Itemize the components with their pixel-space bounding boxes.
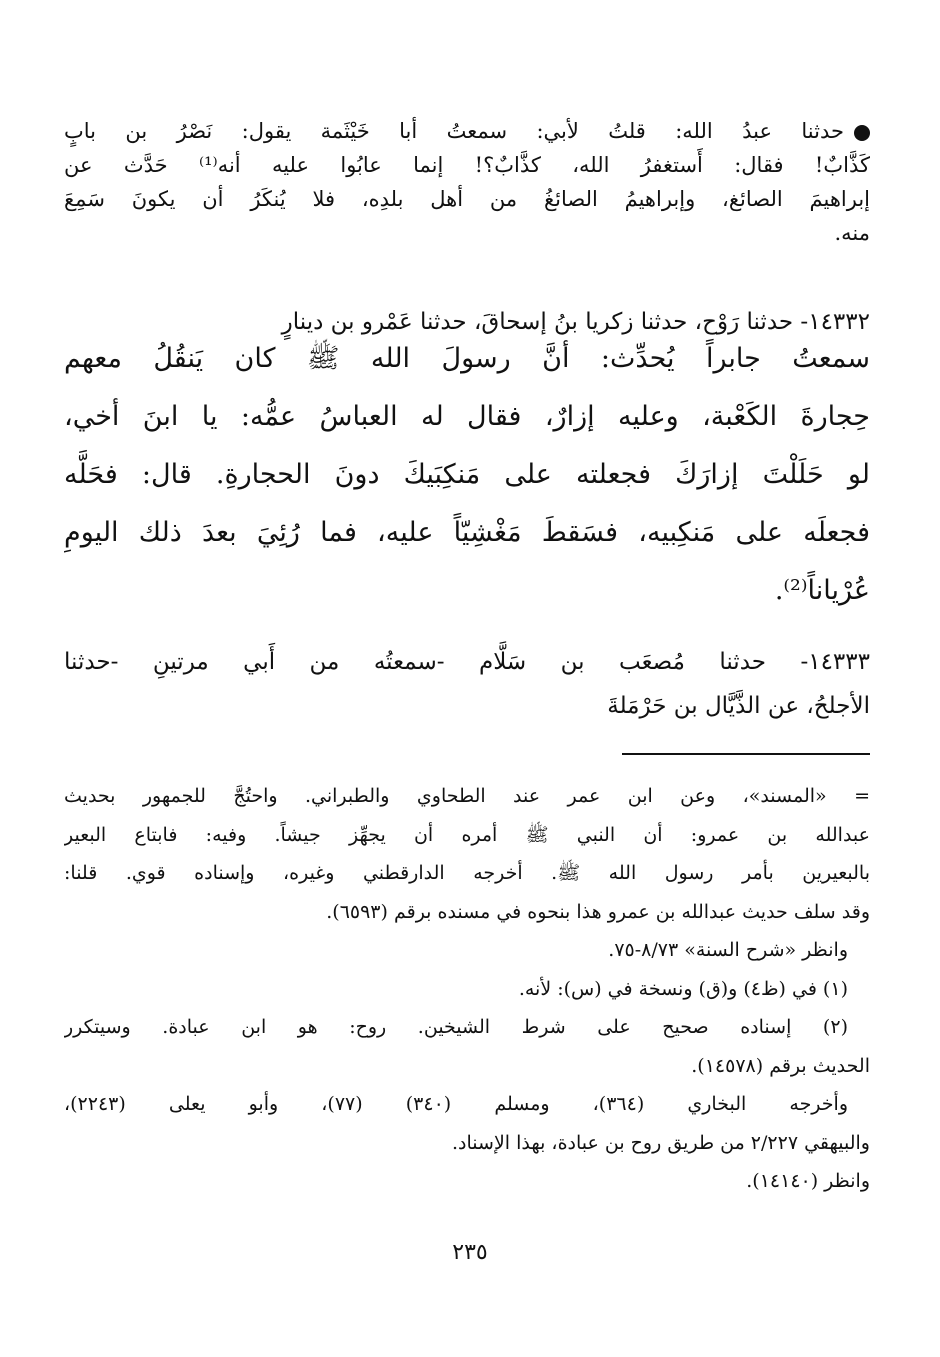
hadith-line: ١٤٣٣٣- حدثنا مُصعَب بن سَلَّام -سمعتُه من أَبي مرتينِ -حدثنا (64, 649, 870, 675)
hadith-line: سمعتُ جابراً يُحدِّث: أنَّ رسولَ الله ﷺ كان يَنقُلُ معهم (64, 343, 870, 374)
footnote-divider (622, 753, 870, 755)
footnote-1: (١) في (ظ٤) و(ق) ونسخة في (س): لأنه. (518, 977, 848, 1000)
hadith-14332-matn (64, 330, 870, 620)
footnote-line: = «المسند»، وعن ابن عمر عند الطحاوي والطبراني. واحتُجَّ للجمهور بحديث (64, 785, 870, 807)
hadith-line: الأجلحُ، عن الذَّيَّال بن حَرْمَلةَ (607, 693, 870, 719)
hadith-14333 (64, 640, 870, 728)
footnote-line: وقد سلف حديث عبدالله بن عمرو هذا بنحوه في مسنده برقم (٦٥٩٣). (326, 900, 870, 923)
note-line: حدثنا عبدُ الله: قلتُ لأبي: سمعتُ أبا خَيْثَمة يقول: نَصْرُ بن بابٍ (64, 114, 870, 148)
hadith-line: لو حَلَلْتَ إزارَكَ فجعلته على مَنكِبَيكَ دونَ الحجارةِ. قال: فحَلَّه (64, 459, 870, 490)
note-line: كَذَّابٌ! فقال: أَستغفرُ الله، كذَّابٌ؟! إنما عابُوا عليه أنه⁽¹⁾ حَدَّث عن (64, 153, 870, 177)
footnote-line: وانظر (١٤١٤٠). (746, 1170, 870, 1192)
hadith-line: حِجارةَ الكَعْبة، وعليه إزارٌ، فقال له العباسُ عمُّه: يا ابنَ أخي، (64, 401, 870, 432)
page-number: ٢٣٥ (452, 1240, 488, 1265)
bullet-icon (854, 125, 870, 141)
footnote-line: بالبعيرين بأمر رسول الله ﷺ. أخرجه الدارقطني وغيره، وإسناده قوي. قلنا: (64, 862, 870, 884)
note-line: منه. (834, 221, 870, 245)
footnote-line: الحديث برقم (١٤٥٧٨). (691, 1054, 870, 1077)
footnote-line: عبدالله بن عمرو: أن النبي ﷺ أمره أن يجهِّز جيشاً. وفيه: فابتاع البعير (64, 823, 870, 846)
note-line: إبراهيمَ الصائغ، وإبراهيمُ الصائغُ من أهل بلدِه، فلا يُنكَرُ أن يكونَ سَمِعَ (64, 187, 870, 211)
footnote-2: (٢) إسناده صحيح على شرط الشيخين. روح: هو ابن عبادة. وسيتكرر (64, 1016, 848, 1038)
footnote-line: والبيهقي ٢/٢٢٧ من طريق روح بن عبادة، بهذا الإسناد. (452, 1131, 870, 1154)
hadith-line: ١٤٣٣٢- حدثنا رَوْح، حدثنا زكريا بنُ إسحاقَ، حدثنا عَمْرو بن دينارٍ (281, 309, 870, 335)
hadith-line: عُرْياناً⁽²⁾. (774, 575, 870, 606)
hadith-line: فجعلَه على مَنكِبيه، فسَقطَ مَغْشِيّاً عليه، فما رُئِيَ بعدَ ذلك اليومِ (64, 517, 870, 548)
footnote-line: وأخرجه البخاري (٣٦٤)، ومسلم (٣٤٠) (٧٧)، وأبو يعلى (٢٢٤٣)، (64, 1093, 848, 1115)
footnote-line: وانظر «شرح السنة» ٨/٧٣-٧٥. (608, 939, 848, 961)
footnotes (64, 777, 870, 1201)
note-paragraph (64, 114, 870, 250)
